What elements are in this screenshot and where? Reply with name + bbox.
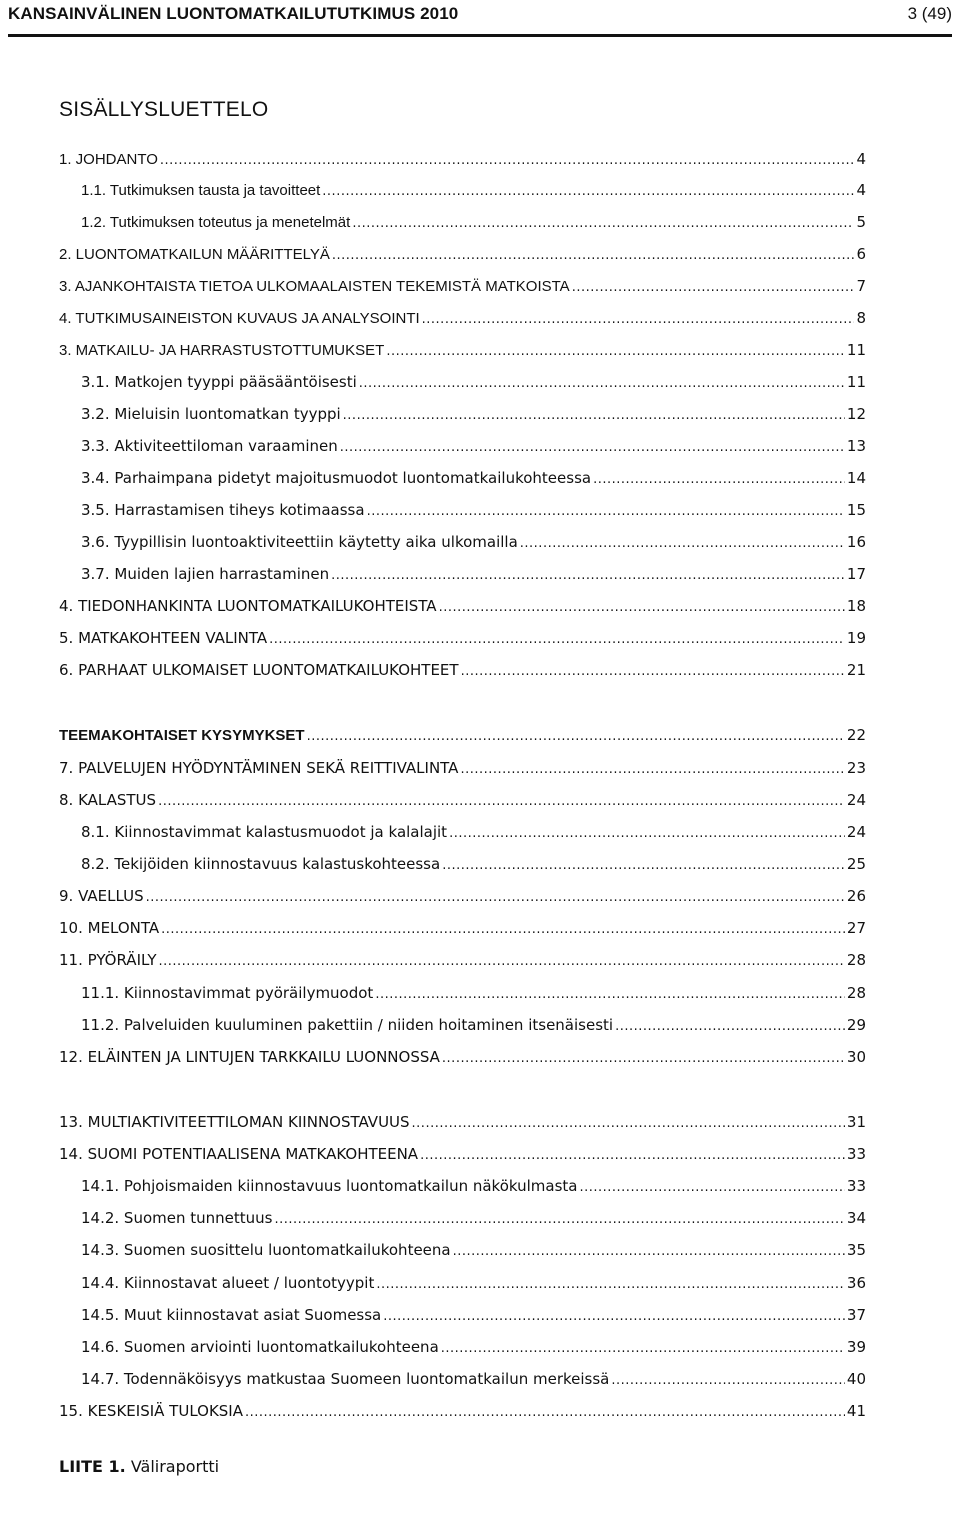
toc-entry[interactable] bbox=[59, 628, 866, 648]
toc-entry[interactable] bbox=[59, 918, 866, 938]
toc-entry-label: 14.3. Suomen suosittelu luontomatkailukohteena bbox=[81, 1241, 451, 1259]
toc-entry[interactable] bbox=[59, 149, 866, 169]
toc-entry[interactable] bbox=[81, 1240, 866, 1260]
toc-entry[interactable] bbox=[59, 790, 866, 810]
toc-entry[interactable] bbox=[81, 468, 866, 488]
toc-leader-dots bbox=[422, 310, 855, 330]
toc-entry-page: 4 bbox=[856, 150, 866, 168]
toc-entry-label: 5. MATKAKOHTEEN VALINTA bbox=[59, 629, 268, 647]
toc-leader-dots bbox=[158, 792, 845, 812]
toc-entry-page: 40 bbox=[846, 1370, 866, 1388]
toc-entry-page: 16 bbox=[846, 533, 866, 551]
toc-entry-label: 2. LUONTOMATKAILUN MÄÄRITTELYÄ bbox=[59, 246, 330, 263]
toc-entry-page: 28 bbox=[846, 984, 866, 1002]
toc-entry-page: 19 bbox=[846, 629, 866, 647]
toc-leader-dots bbox=[615, 1017, 845, 1037]
toc-leader-dots bbox=[579, 1178, 844, 1198]
toc-leader-dots bbox=[245, 1403, 845, 1423]
page-header bbox=[0, 0, 960, 40]
toc-leader-dots bbox=[420, 1146, 845, 1166]
toc-entry-page: 8 bbox=[856, 309, 866, 327]
toc-entry[interactable] bbox=[81, 1369, 866, 1389]
toc-leader-dots bbox=[593, 470, 845, 490]
toc-entry-page: 36 bbox=[846, 1274, 866, 1292]
toc-entry-page: 31 bbox=[846, 1113, 866, 1131]
toc-entry[interactable] bbox=[81, 500, 866, 520]
toc-entry-label: 3.3. Aktiviteettiloman varaaminen bbox=[81, 437, 338, 455]
toc-entry-page: 4 bbox=[856, 181, 866, 199]
toc-entry-label: 3.6. Tyypillisin luontoaktiviteettiin käytetty aika ulkomailla bbox=[81, 533, 518, 551]
toc-entry-label: 14.6. Suomen arviointi luontomatkailukohteena bbox=[81, 1338, 439, 1356]
toc-entry-page: 29 bbox=[846, 1016, 866, 1034]
toc-entry-page: 34 bbox=[846, 1209, 866, 1227]
toc-entry[interactable] bbox=[59, 244, 866, 264]
toc-leader-dots bbox=[367, 502, 845, 522]
toc-entry-page: 39 bbox=[846, 1338, 866, 1356]
appendix-title: Väliraportti bbox=[130, 1457, 220, 1476]
toc-entry[interactable] bbox=[59, 276, 866, 296]
toc-entry-page: 6 bbox=[856, 245, 866, 263]
toc-entry[interactable] bbox=[59, 1112, 866, 1132]
toc-entry-label: 15. KESKEISIÄ TULOKSIA bbox=[59, 1402, 243, 1420]
toc-entry-page: 25 bbox=[846, 855, 866, 873]
toc-leader-dots bbox=[161, 920, 845, 940]
toc-entry-label: 1.1. Tutkimuksen tausta ja tavoitteet bbox=[81, 182, 321, 199]
toc-leader-dots bbox=[460, 760, 844, 780]
toc-entry-label: 7. PALVELUJEN HYÖDYNTÄMINEN SEKÄ REITTIVALINTA bbox=[59, 759, 459, 777]
toc-entry-page: 35 bbox=[846, 1241, 866, 1259]
toc-entry-label: 3.4. Parhaimpana pidetyt majoitusmuodot luontomatkailukohteessa bbox=[81, 469, 592, 487]
toc-entry[interactable] bbox=[81, 180, 866, 200]
toc-entry[interactable] bbox=[81, 1337, 866, 1357]
toc-entry-label: 8.2. Tekijöiden kiinnostavuus kalastuskohteessa bbox=[81, 855, 441, 873]
toc-leader-dots bbox=[159, 952, 845, 972]
toc-leader-dots bbox=[160, 151, 855, 171]
appendix-label: LIITE 1. bbox=[59, 1457, 126, 1476]
toc-leader-dots bbox=[442, 856, 845, 876]
toc-entry[interactable] bbox=[81, 372, 866, 392]
toc-entry-page: 28 bbox=[846, 951, 866, 969]
toc-entry[interactable] bbox=[59, 725, 866, 745]
toc-entry-label: 11.2. Palveluiden kuuluminen pakettiin / niiden hoitaminen itsenäisesti bbox=[81, 1016, 614, 1034]
toc-leader-dots bbox=[331, 566, 845, 586]
document-title: KANSAINVÄLINEN LUONTOMATKAILUTUTKIMUS 2010 bbox=[8, 4, 459, 23]
toc-leader-dots bbox=[453, 1242, 845, 1262]
toc-entry[interactable] bbox=[59, 596, 866, 616]
toc-entry-label: 6. PARHAAT ULKOMAISET LUONTOMATKAILUKOHTEET bbox=[59, 661, 459, 679]
toc-entry-page: 41 bbox=[846, 1402, 866, 1420]
toc-entry-label: 14. SUOMI POTENTIAALISENA MATKAKOHTEENA bbox=[59, 1145, 419, 1163]
toc-entry-label: 3. MATKAILU- JA HARRASTUSTOTTUMUKSET bbox=[59, 342, 385, 359]
toc-leader-dots bbox=[352, 214, 854, 234]
toc-entry-label: 3.7. Muiden lajien harrastaminen bbox=[81, 565, 330, 583]
toc-entry-page: 37 bbox=[846, 1306, 866, 1324]
toc-entry[interactable] bbox=[59, 758, 866, 778]
toc-leader-dots bbox=[439, 598, 845, 618]
toc-entry-label: 14.1. Pohjoismaiden kiinnostavuus luontomatkailun näkökulmasta bbox=[81, 1177, 578, 1195]
toc-leader-dots bbox=[322, 182, 854, 202]
toc-entry-label: TEEMAKOHTAISET KYSYMYKSET bbox=[59, 727, 305, 744]
toc-entry[interactable] bbox=[81, 983, 866, 1003]
toc-entry-label: 13. MULTIAKTIVITEETTILOMAN KIINNOSTAVUUS bbox=[59, 1113, 410, 1131]
toc-entry-page: 33 bbox=[846, 1145, 866, 1163]
toc-leader-dots bbox=[383, 1307, 845, 1327]
toc-entry[interactable] bbox=[81, 1273, 866, 1293]
toc-entry[interactable] bbox=[81, 1015, 866, 1035]
toc-leader-dots bbox=[307, 727, 845, 747]
toc-entry-page: 5 bbox=[856, 213, 866, 231]
toc-entry-label: 1. JOHDANTO bbox=[59, 151, 158, 168]
toc-entry-label: 4. TUTKIMUSAINEISTON KUVAUS JA ANALYSOINTI bbox=[59, 310, 420, 327]
toc-entry[interactable] bbox=[81, 1176, 866, 1196]
toc-entry[interactable] bbox=[59, 308, 866, 328]
toc-entry-label: 9. VAELLUS bbox=[59, 887, 144, 905]
toc-entry[interactable] bbox=[59, 1401, 866, 1421]
toc-entry-page: 22 bbox=[846, 726, 866, 744]
toc-entry-label: 11. PYÖRÄILY bbox=[59, 951, 157, 969]
toc-entry[interactable] bbox=[59, 340, 866, 360]
toc-leader-dots bbox=[572, 278, 855, 298]
toc-leader-dots bbox=[343, 406, 845, 426]
toc-entry[interactable] bbox=[81, 822, 866, 842]
toc-entry-page: 15 bbox=[846, 501, 866, 519]
toc-leader-dots bbox=[359, 374, 845, 394]
header-divider bbox=[8, 34, 952, 37]
toc-entry[interactable] bbox=[59, 886, 866, 906]
toc-entry[interactable] bbox=[81, 564, 866, 584]
toc-entry[interactable] bbox=[81, 1208, 866, 1228]
toc-entry[interactable] bbox=[59, 950, 866, 970]
toc-entry-page: 12 bbox=[846, 405, 866, 423]
toc-entry-page: 11 bbox=[846, 373, 866, 391]
toc-leader-dots bbox=[340, 438, 845, 458]
toc-entry-label: 14.7. Todennäköisyys matkustaa Suomeen luontomatkailun merkeissä bbox=[81, 1370, 610, 1388]
toc-entry-label: 3.5. Harrastamisen tiheys kotimaassa bbox=[81, 501, 365, 519]
toc-leader-dots bbox=[269, 630, 845, 650]
toc-entry-page: 7 bbox=[856, 277, 866, 295]
toc-entry-label: 14.2. Suomen tunnettuus bbox=[81, 1209, 273, 1227]
toc-entry-label: 14.4. Kiinnostavat alueet / luontotyypit bbox=[81, 1274, 375, 1292]
toc-entry-page: 18 bbox=[846, 597, 866, 615]
toc-leader-dots bbox=[146, 888, 845, 908]
appendix-reference bbox=[59, 1457, 219, 1476]
toc-leader-dots bbox=[386, 342, 845, 362]
toc-entry-page: 23 bbox=[846, 759, 866, 777]
toc-entry-label: 10. MELONTA bbox=[59, 919, 160, 937]
toc-leader-dots bbox=[332, 246, 855, 266]
toc-entry[interactable] bbox=[81, 854, 866, 874]
page-number: 3 (49) bbox=[907, 4, 952, 23]
toc-entry-label: 11.1. Kiinnostavimmat pyöräilymuodot bbox=[81, 984, 374, 1002]
toc-entry-label: 12. ELÄINTEN JA LINTUJEN TARKKAILU LUONNOSSA bbox=[59, 1048, 440, 1066]
toc-entry-page: 14 bbox=[846, 469, 866, 487]
toc-entry-label: 1.2. Tutkimuksen toteutus ja menetelmät bbox=[81, 214, 351, 231]
toc-entry-page: 30 bbox=[846, 1048, 866, 1066]
toc-entry-page: 11 bbox=[846, 341, 866, 359]
toc-entry-label: 3. AJANKOHTAISTA TIETOA ULKOMAALAISTEN TEKEMISTÄ MATKOISTA bbox=[59, 278, 570, 295]
toc-entry[interactable] bbox=[81, 212, 866, 232]
toc-entry[interactable] bbox=[81, 404, 866, 424]
toc-entry-page: 13 bbox=[846, 437, 866, 455]
toc-entry-label: 8. KALASTUS bbox=[59, 791, 157, 809]
toc-leader-dots bbox=[375, 985, 845, 1005]
toc-leader-dots bbox=[520, 534, 845, 554]
toc-entry-page: 24 bbox=[846, 791, 866, 809]
toc-entry-page: 26 bbox=[846, 887, 866, 905]
toc-leader-dots bbox=[412, 1114, 845, 1134]
toc-entry-label: 3.1. Matkojen tyyppi pääsääntöisesti bbox=[81, 373, 357, 391]
toc-entry[interactable] bbox=[59, 1047, 866, 1067]
toc-entry-label: 4. TIEDONHANKINTA LUONTOMATKAILUKOHTEISTA bbox=[59, 597, 437, 615]
toc-leader-dots bbox=[611, 1371, 845, 1391]
toc-leader-dots bbox=[274, 1210, 844, 1230]
toc-entry-page: 21 bbox=[846, 661, 866, 679]
toc-entry-label: 3.2. Mieluisin luontomatkan tyyppi bbox=[81, 405, 341, 423]
toc-leader-dots bbox=[441, 1339, 845, 1359]
toc-entry-page: 24 bbox=[846, 823, 866, 841]
toc-heading: SISÄLLYSLUETTELO bbox=[59, 98, 269, 121]
toc-entry-page: 17 bbox=[846, 565, 866, 583]
toc-entry-label: 14.5. Muut kiinnostavat asiat Suomessa bbox=[81, 1306, 382, 1324]
toc-entry[interactable] bbox=[81, 532, 866, 552]
toc-entry[interactable] bbox=[59, 1144, 866, 1164]
toc-entry-page: 33 bbox=[846, 1177, 866, 1195]
toc-entry[interactable] bbox=[81, 1305, 866, 1325]
toc-leader-dots bbox=[461, 662, 845, 682]
toc-entry[interactable] bbox=[59, 660, 866, 680]
toc-entry-label: 8.1. Kiinnostavimmat kalastusmuodot ja kalalajit bbox=[81, 823, 448, 841]
toc-leader-dots bbox=[376, 1275, 845, 1295]
toc-leader-dots bbox=[449, 824, 845, 844]
toc-leader-dots bbox=[442, 1049, 845, 1069]
toc-entry-page: 27 bbox=[846, 919, 866, 937]
toc-entry[interactable] bbox=[81, 436, 866, 456]
